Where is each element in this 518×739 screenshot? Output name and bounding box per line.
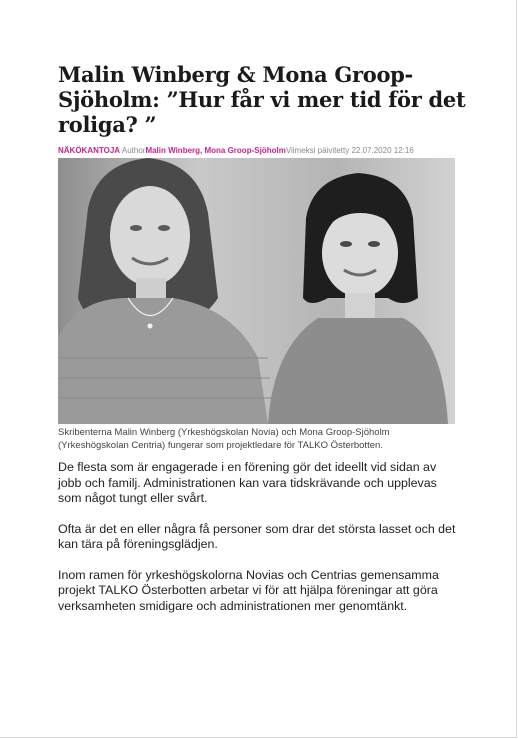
- body-paragraph: Ofta är det en eller några få personer som drar det största lasset och det kan tära på föreningsglädjen.: [58, 521, 456, 551]
- article-body: [58, 460, 458, 629]
- body-paragraph: Inom ramen för yrkeshögskolorna Novias och Centrias gemensamma projekt TALKO Österbotten arbetar vi för att hjälpa föreningar att göra verksamheten smidigare och administrationen mer genomtänkt.: [58, 567, 439, 613]
- article-photo: [58, 158, 455, 424]
- author-label: Author: [121, 146, 146, 155]
- updated-label: Viimeksi päivitetty: [285, 146, 350, 155]
- author-names[interactable]: Malin Winberg, Mona Groop-Sjöholm: [145, 146, 286, 155]
- updated-timestamp: 22.07.2020 12:16: [351, 146, 414, 155]
- section-label[interactable]: NÄKÖKANTOJA: [58, 146, 121, 155]
- article-meta: [58, 146, 414, 156]
- article-title: Malin Winberg & Mona Groop-Sjöholm: ”Hur får vi mer tid för det roliga? ”: [58, 62, 466, 137]
- portrait-illustration: [58, 158, 455, 424]
- body-paragraph: De flesta som är engagerade i en förening gör det ideellt vid sidan av jobb och familj. Administrationen kan vara tidskrävande och upplevas som något tungt eller svårt.: [58, 460, 437, 505]
- photo-caption: Skribenterna Malin Winberg (Yrkeshögskolan Novia) och Mona Groop-Sjöholm (Yrkeshögskolan Centria) fungerar som projektledare för TALKO Österbotten.: [58, 427, 390, 451]
